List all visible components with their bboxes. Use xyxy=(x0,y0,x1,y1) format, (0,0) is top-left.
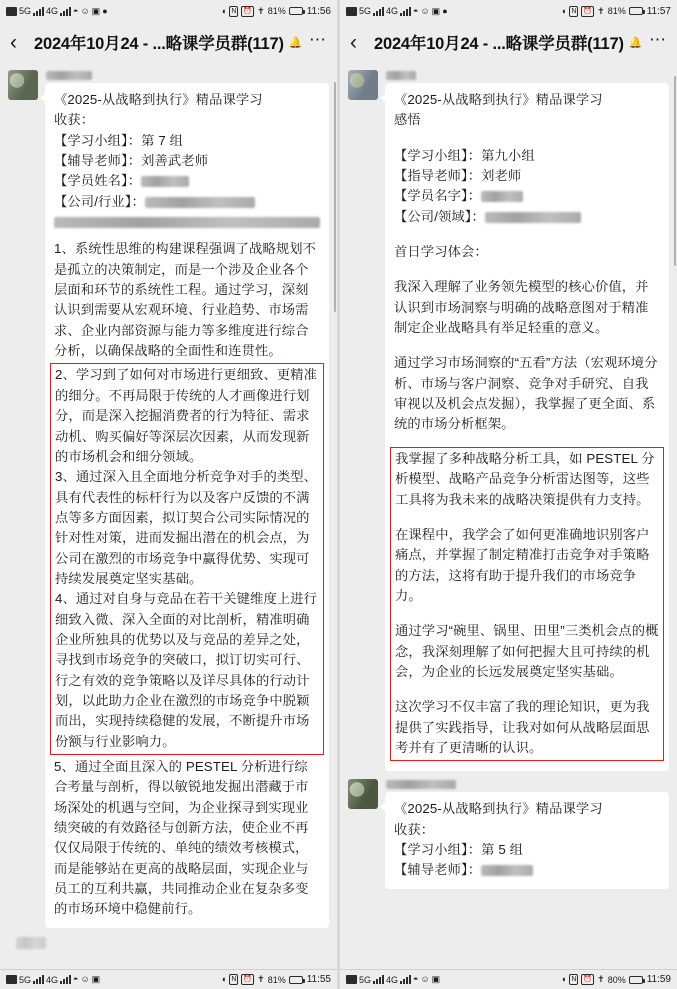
message-paragraph: 通过学习市场洞察的“五看”方法（宏观环境分析、市场与客户洞察、竞争对手研究、自我审视以及机会点发掘），我掌握了更全面、系统的市场分析框架。 xyxy=(394,355,658,432)
status-bar xyxy=(0,0,337,22)
scrollbar[interactable] xyxy=(674,76,676,266)
mute-icon: ☺ xyxy=(80,5,90,16)
battery-percent-label: 81% xyxy=(607,6,626,16)
field-row xyxy=(394,840,660,860)
clock-label: 11:55 xyxy=(306,974,331,985)
avatar[interactable] xyxy=(348,779,378,809)
battery-icon xyxy=(629,976,643,984)
wechat-icon: ▣ xyxy=(431,5,441,16)
network-type-label-2: 4G xyxy=(46,974,59,985)
alarm-badge-icon: ⏰ xyxy=(243,976,253,983)
bluetooth-icon: ✝ xyxy=(257,5,265,16)
message-paragraph: 我掌握了多种战略分析工具，如 PESTEL 分析模型、战略产品竞争分析雷达图等，这些工具将为我未来的战略决策提供有力支持。 xyxy=(395,450,655,507)
message-paragraph: 1、系统性思维的构建课程强调了战略规划不是孤立的决策制定，而是一个涉及企业各个层面和环节的系统性工程。通过学习，深刻认识到需要从宏观环境、行业趋势、市场需求、企业内部资源与能力等多维度进行综合分析，以确保战略的全面性和连贯性。 xyxy=(54,241,317,359)
message-line: 感悟 xyxy=(394,112,421,128)
network-type-label-2: 4G xyxy=(386,974,399,985)
message-paragraph: 4、通过对自身与竞品在若干关键维度上进行细致入微、深入全面的对比剖析，精准明确企业所独具的优势以及与竞品的差异之处，寻找到市场竞争的突破口，拟订切实可行、行之有效的竞争策略以及详尽具体的行动计划，以此助力企业在激烈的市场竞争中脱颖而出，实现持续稳健的发展，不断提升市场份额与行业影响力。 xyxy=(55,591,318,749)
alarm-badge-icon: ⏰ xyxy=(583,7,593,15)
bell-off-icon: 🔔 xyxy=(288,36,303,49)
message-line: 《2025-从战略到执行》精品课学习 xyxy=(394,801,603,817)
dot-icon: ● xyxy=(442,5,448,16)
bottom-status-bar xyxy=(0,969,337,989)
signal-bars-icon-2 xyxy=(60,975,71,984)
battery-percent-label: 80% xyxy=(607,974,626,985)
message-paragraph: 在课程中，我学会了如何更准确地识别客户痛点，并掌握了制定精准打击竞争对手策略的方法，这将有助于提升我们的市场竞争力。 xyxy=(395,526,650,603)
network-type-label: 5G xyxy=(19,974,32,985)
field-label: 【学习小组】： xyxy=(394,841,482,857)
screenshot-icon xyxy=(6,975,17,984)
sender-name-redacted xyxy=(386,71,669,80)
network-type-4g-label: 4G xyxy=(386,6,399,16)
back-button[interactable]: ‹ xyxy=(350,30,357,54)
bluetooth-icon: ✝ xyxy=(597,5,605,16)
message-paragraph: 2、学习到了如何对市场进行更细致、更精准的细分。不再局限于传统的人才画像进行划分，而是深入挖掘消费者的行为特征、需求动机、购买偏好等深层次因素，从而发现新的市场机会和细分领域。 xyxy=(55,367,318,464)
mute-icon: ☺ xyxy=(80,974,90,984)
battery-percent-label: 81% xyxy=(267,974,286,985)
signal-bars-icon xyxy=(33,7,44,16)
nav-bar xyxy=(340,22,677,62)
page-title: 2024年10月24 - ...略课学员群(117) xyxy=(374,35,624,53)
screenshot-icon xyxy=(346,7,357,16)
network-type-label: 5G xyxy=(359,974,372,985)
signal-bars-icon xyxy=(373,7,384,16)
mute-icon: ☺ xyxy=(420,5,430,16)
signal-bars-icon xyxy=(373,975,384,984)
mute-icon: ☺ xyxy=(420,974,430,984)
signal-bars-icon-2 xyxy=(400,7,411,16)
highlight-box xyxy=(390,447,664,761)
right-phone-screenshot xyxy=(340,0,677,989)
headphone-icon: ◖ xyxy=(560,5,567,16)
field-label: 【指导老师】： xyxy=(394,168,482,184)
message-bubble[interactable] xyxy=(385,792,669,888)
clock-label: 11:59 xyxy=(646,974,671,985)
more-options-button[interactable]: ⋯ xyxy=(309,29,327,49)
message-bubble[interactable] xyxy=(45,83,329,928)
field-label: 【学习小组】： xyxy=(394,147,482,163)
field-row xyxy=(394,146,660,166)
headphone-icon: ◖ xyxy=(220,974,227,984)
chat-message-list[interactable] xyxy=(0,62,337,969)
nfc-badge-icon: N xyxy=(571,976,577,983)
chat-message-list[interactable] xyxy=(340,62,677,969)
field-label: 【学员名字】： xyxy=(394,188,482,204)
clock-label: 11:56 xyxy=(306,5,331,17)
highlight-box xyxy=(50,363,324,755)
message-bubble[interactable] xyxy=(385,83,669,771)
bluetooth-icon: ✝ xyxy=(597,974,605,984)
field-row xyxy=(394,207,660,227)
wechat-icon: ▣ xyxy=(91,974,101,984)
message-line: 《2025-从战略到执行》精品课学习 xyxy=(54,92,263,107)
scrollbar[interactable] xyxy=(334,82,336,312)
field-value: 第 5 组 xyxy=(481,841,524,857)
signal-bars-icon-2 xyxy=(400,975,411,984)
field-label: 【学习小组】： xyxy=(54,132,142,148)
field-row xyxy=(394,860,660,880)
wifi-icon: ◓ xyxy=(413,5,419,16)
nfc-badge-icon: N xyxy=(571,7,577,15)
network-type-5g-label: 5G xyxy=(19,6,32,16)
battery-icon xyxy=(629,7,643,15)
field-label: 【公司/行业】： xyxy=(54,193,145,209)
page-title: 2024年10月24 - ...略课学员群(117) xyxy=(34,35,284,53)
field-row xyxy=(54,171,320,191)
message-paragraph: 5、通过全面且深入的 PESTEL 分析进行综合考量与剖析，得以敏锐地发掘出潜藏于市场深处的机遇与空间，为企业探寻到实现业绩突破的有效路径与创新方法，使企业不再仅仅局限于传统的、单纯的绩效考核模式，而是能够站在更高的战略层面，实现企业与员工的互利共赢，共同推动企业在复杂多变的市场环境中稳健前行。 xyxy=(54,759,309,917)
alarm-badge-icon: ⏰ xyxy=(243,7,253,15)
field-label: 【辅导老师】： xyxy=(54,153,142,169)
battery-icon xyxy=(289,976,303,984)
message-line: 收获： xyxy=(54,112,95,128)
signal-bars-icon-2 xyxy=(60,7,71,16)
chat-message xyxy=(348,779,669,888)
avatar[interactable] xyxy=(348,70,378,100)
bluetooth-icon: ✝ xyxy=(257,974,265,984)
message-paragraph: 通过学习“碗里、锅里、田里”三类机会点的概念，我深刻理解了如何把握大且可持续的机会，为企业的长远发展奠定坚实基础。 xyxy=(395,623,659,679)
bell-off-icon: 🔔 xyxy=(628,36,643,49)
battery-icon xyxy=(289,7,303,15)
sender-name-redacted xyxy=(46,71,329,80)
chat-message xyxy=(8,70,329,928)
field-value: 第 7 组 xyxy=(141,132,184,148)
headphone-icon: ◖ xyxy=(220,5,227,16)
more-options-button[interactable]: ⋯ xyxy=(649,29,667,49)
sender-name-redacted xyxy=(386,780,669,789)
field-label: 【公司/领域】： xyxy=(394,208,485,224)
field-row xyxy=(394,166,660,186)
field-row xyxy=(54,192,320,212)
message-line: 《2025-从战略到执行》精品课学习 xyxy=(394,92,603,107)
field-label: 【学员姓名】： xyxy=(54,173,142,189)
network-type-4g-label: 4G xyxy=(46,6,59,16)
back-button[interactable]: ‹ xyxy=(10,30,17,54)
battery-percent-label: 81% xyxy=(267,6,286,16)
field-row xyxy=(394,186,660,206)
message-subtitle: 首日学习体会： xyxy=(394,244,488,260)
message-paragraph: 这次学习不仅丰富了我的理论知识，更为我提供了实践指导，让我对如何从战略层面思考并有了更清晰的认识。 xyxy=(395,699,650,755)
nav-bar xyxy=(0,22,337,62)
redacted-line xyxy=(54,212,320,232)
wifi-icon: ◓ xyxy=(73,5,79,16)
nfc-badge-icon: N xyxy=(231,7,237,15)
field-value: 刘老师 xyxy=(481,168,522,184)
field-value: 刘善武老师 xyxy=(141,153,209,169)
screenshot-icon xyxy=(6,7,17,16)
clock-label: 11:57 xyxy=(646,5,671,17)
field-row xyxy=(54,131,320,151)
network-type-5g-label: 5G xyxy=(359,6,372,16)
avatar[interactable] xyxy=(8,70,38,100)
headphone-icon: ◖ xyxy=(560,974,567,984)
screenshot-icon xyxy=(346,975,357,984)
status-bar xyxy=(340,0,677,22)
message-line: 收获： xyxy=(394,821,435,837)
wechat-icon: ▣ xyxy=(91,5,101,16)
field-row xyxy=(54,151,320,171)
wifi-icon: ◓ xyxy=(413,974,419,984)
alarm-badge-icon: ⏰ xyxy=(583,976,593,983)
wechat-icon: ▣ xyxy=(431,974,441,984)
message-paragraph: 3、通过深入且全面地分析竞争对手的类型、具有代表性的标杆行为以及客户反馈的不满点等多方面因素，拟订契合公司实际情况的针对性对策，进而发掘出潜在的机会点，为公司在激烈的市场竞争中赢得优势、实现可持续发展奠定坚实基础。 xyxy=(55,469,318,586)
signal-bars-icon xyxy=(33,975,44,984)
left-phone-screenshot xyxy=(0,0,337,989)
chat-message xyxy=(348,70,669,771)
field-label: 【辅导老师】： xyxy=(394,862,482,878)
nfc-badge-icon: N xyxy=(231,976,237,983)
field-value: 第九小组 xyxy=(481,147,535,163)
next-message-preview xyxy=(8,936,329,950)
bottom-status-bar xyxy=(340,969,677,989)
message-paragraph: 我深入理解了业务领先模型的核心价值，并认识到市场洞察与明确的战略意图对于精准制定企业战略具有举足轻重的意义。 xyxy=(394,279,649,336)
wifi-icon: ◓ xyxy=(73,974,79,984)
dot-icon: ● xyxy=(102,5,108,16)
